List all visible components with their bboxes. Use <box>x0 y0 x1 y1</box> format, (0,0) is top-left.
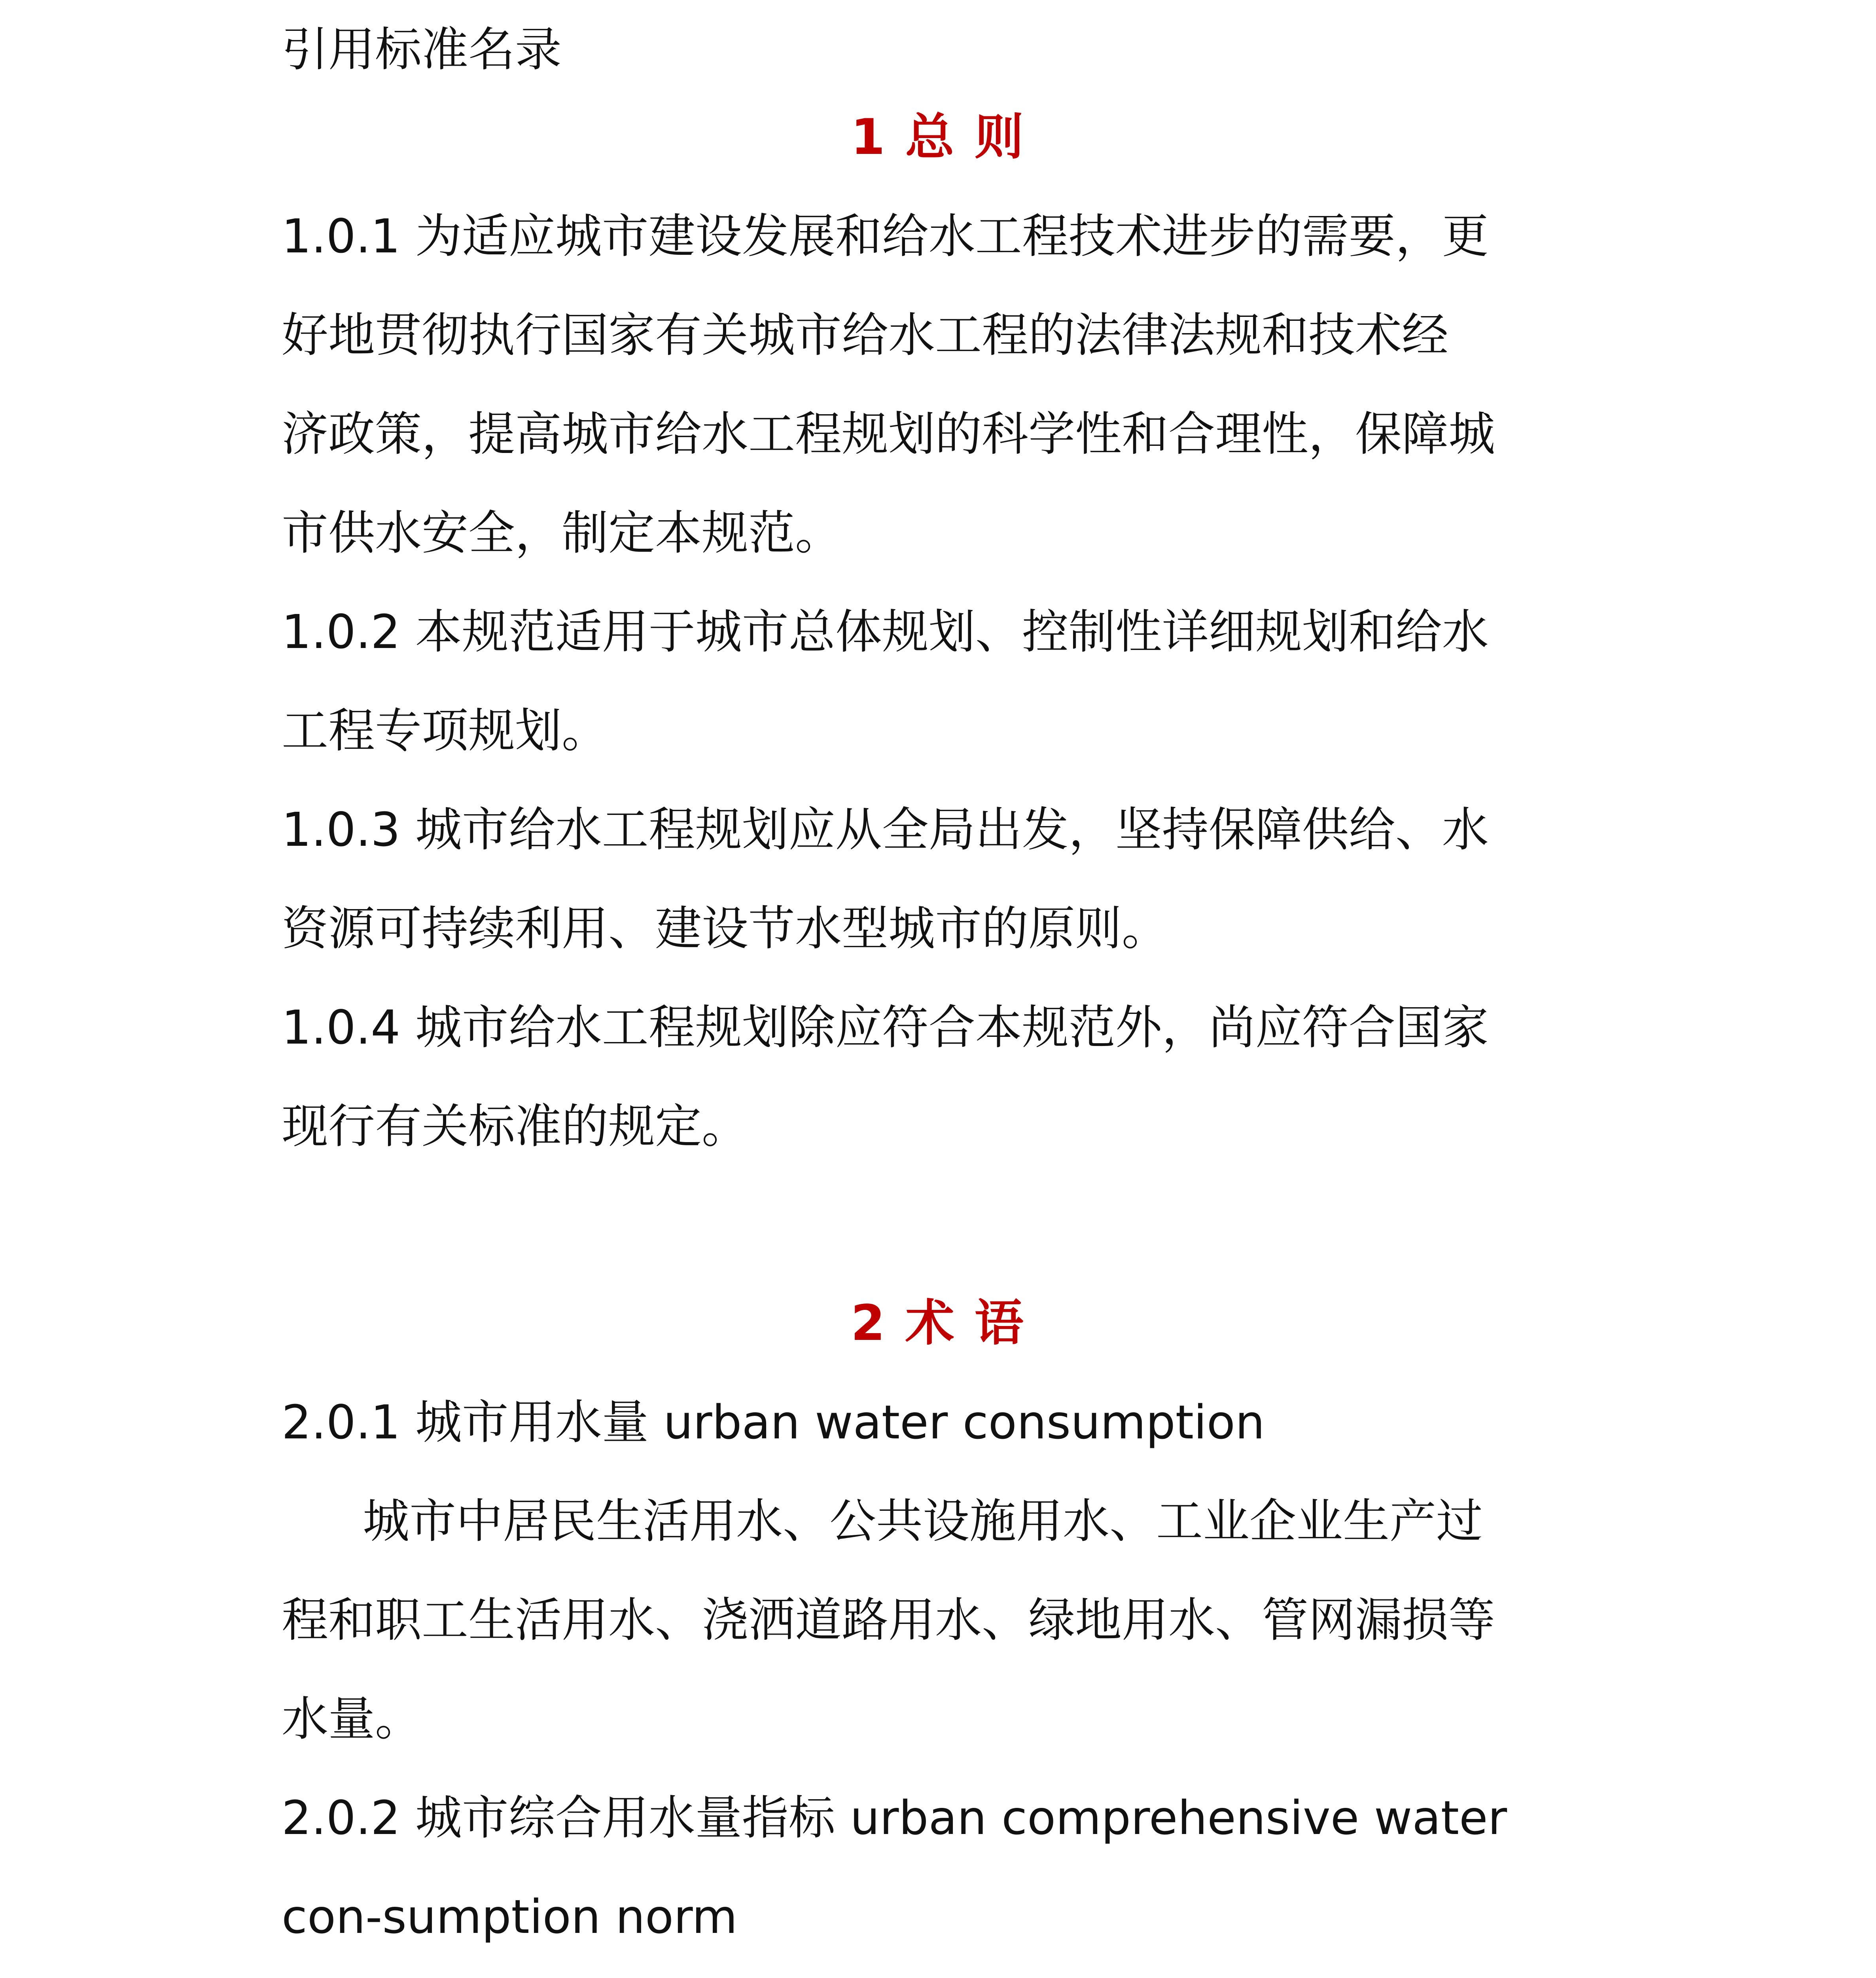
text-line: 1.0.2 本规范适用于城市总体规划、控制性详细规划和给水 <box>282 604 1489 659</box>
text-line: 现行有关标准的规定。 <box>282 1099 749 1154</box>
text-line: 1.0.1 为适应城市建设发展和给水工程技术进步的需要，更 <box>282 209 1489 263</box>
chapter-2-body <box>282 1373 1595 1978</box>
definition-line: 水量。 <box>282 1692 422 1746</box>
text-line: 工程专项规划。 <box>282 703 609 758</box>
text-line: 1.0.3 城市给水工程规划应从全局出发，坚持保障供给、水 <box>282 802 1489 857</box>
text-line: 济政策，提高城市给水工程规划的科学性和合理性，保障城 <box>282 407 1495 461</box>
text-line: 好地贯彻执行国家有关城市给水工程的法律法规和技术经 <box>282 308 1449 362</box>
chapter-2-heading: 2 术 语 <box>851 1295 1025 1352</box>
definition-line: 城市中居民生活用水、公共设施用水、工业企业生产过 <box>363 1494 1483 1548</box>
definition-line: 程和职工生活用水、浇洒道路用水、绿地用水、管网漏损等 <box>282 1593 1495 1647</box>
text-line: 1.0.4 城市给水工程规划除应符合本规范外，尚应符合国家 <box>282 1000 1489 1055</box>
text-line: 资源可持续利用、建设节水型城市的原则。 <box>282 901 1169 956</box>
reference-standards-title: 引用标准名录 <box>282 22 562 77</box>
definition-line <box>282 1966 1595 1978</box>
chapter-1-heading: 1 总 则 <box>851 109 1025 166</box>
chapter-1-body <box>282 187 1595 1176</box>
term-line: 2.0.1 城市用水量 urban water consumption <box>282 1395 1265 1449</box>
term-line: con-sumption norm <box>282 1889 738 1944</box>
term-line: 2.0.2 城市综合用水量指标 urban comprehensive water <box>282 1790 1507 1845</box>
text-line: 市供水安全，制定本规范。 <box>282 506 842 560</box>
